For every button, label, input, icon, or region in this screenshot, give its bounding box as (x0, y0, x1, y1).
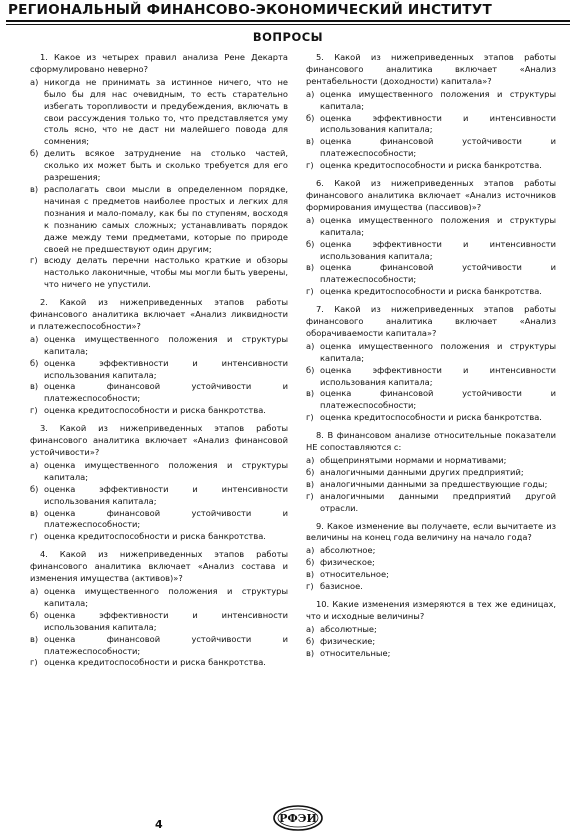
option-letter: а) (30, 333, 39, 344)
answer-options (30, 334, 288, 417)
option-text: оценка имущественного положения и структуры капитала; (44, 333, 288, 356)
question-text: 1. Какое из четырех правил анализа Рене Декарта сформулировано неверно? (30, 52, 288, 74)
option-letter: б) (306, 557, 315, 568)
option-letter: а) (306, 340, 315, 351)
question-text: 10. Какие изменения измеряются в тех же единицах, что и исходные величины? (306, 598, 556, 621)
option-text: оценка кредитоспособности и риска банкротства. (44, 405, 266, 416)
question-text: 4. Какой из нижеприведенных этапов работы финансового аналитика включает «Анализ состава и изменения имущества (активов)»? (30, 549, 288, 584)
question-text: 9. Какое изменение вы получаете, если вычитаете из величины на конец года величину на начало года? (306, 520, 556, 543)
option-text: относительное; (320, 569, 389, 580)
option-letter: г) (30, 657, 38, 668)
answer-option (306, 160, 556, 172)
answer-option (306, 624, 556, 636)
option-text: физическое; (320, 557, 375, 568)
answer-option (306, 479, 556, 491)
option-letter: г) (30, 405, 38, 416)
option-text: оценка финансовой устойчивости и платежеспособности; (320, 262, 556, 285)
answer-option (306, 636, 556, 648)
question (306, 304, 556, 424)
answer-option (306, 581, 556, 593)
option-text: аналогичными данными других предприятий; (320, 466, 524, 477)
answer-option (30, 460, 288, 484)
answer-options (306, 545, 556, 593)
answer-option (30, 77, 288, 148)
question-text: 6. Какой из нижеприведенных этапов работы финансового аналитика включает «Анализ источников формирования имущества (пассивов)»? (306, 178, 556, 212)
option-letter: б) (30, 483, 39, 494)
left-column (30, 52, 288, 675)
option-text: оценка эффективности и интенсивности использования капитала; (320, 364, 556, 387)
question-text: 3. Какой из нижеприведенных этапов работы финансового аналитика включает «Анализ финансовой устойчивости»? (30, 423, 288, 457)
answer-option (30, 634, 288, 658)
answer-option (306, 569, 556, 581)
option-letter: б) (30, 609, 39, 620)
answer-option (306, 89, 556, 113)
institute-logo (272, 804, 324, 832)
answer-option (306, 545, 556, 557)
option-text: оценка финансовой устойчивости и платежеспособности; (320, 136, 556, 159)
header-rule-thin (6, 24, 570, 25)
question-text: 7. Какой из нижеприведенных этапов работы финансового аналитика включает «Анализ оборачиваемости капитала»? (306, 304, 556, 338)
option-letter: г) (306, 286, 314, 297)
answer-option (306, 262, 556, 286)
option-text: аналогичными данными за предшествующие годы; (320, 478, 548, 489)
option-text: аналогичными данными предприятий другой отрасли. (320, 490, 556, 513)
option-text: абсолютное; (320, 545, 376, 556)
option-text: абсолютные; (320, 623, 377, 634)
question (30, 297, 288, 417)
option-letter: г) (30, 255, 38, 266)
question-text: 2. Какой из нижеприведенных этапов работы финансового аналитика включает «Анализ ликвидности и платежеспособности»? (30, 297, 288, 331)
option-letter: г) (30, 531, 38, 542)
option-text: оценка имущественного положения и структуры капитала; (44, 585, 288, 608)
option-text: оценка имущественного положения и структуры капитала; (320, 340, 556, 363)
option-letter: в) (30, 633, 39, 644)
option-letter: в) (306, 262, 315, 273)
option-text: базисное. (320, 581, 363, 592)
question (306, 430, 556, 514)
option-text: относительные; (320, 647, 391, 658)
answer-option (306, 412, 556, 424)
answer-option (306, 491, 556, 515)
answer-option (30, 334, 288, 358)
option-letter: г) (306, 160, 314, 171)
question (30, 549, 288, 669)
option-letter: б) (30, 357, 39, 368)
answer-option (306, 557, 556, 569)
option-letter: а) (306, 545, 315, 556)
answer-option (306, 215, 556, 239)
option-text: располагать свои мысли в определенном порядке, начиная с предметов наиболее простых и легких для познания и мало-помалу, как бы по ступеням, восходя к познанию самых сложных; устанавливать порядок даже между теми предметами, которые по природе своей не предшествуют один другим; (44, 183, 288, 254)
answer-option (306, 286, 556, 298)
option-letter: б) (30, 148, 39, 159)
section-title: ВОПРОСЫ (252, 30, 324, 44)
answer-option (30, 255, 288, 291)
question (306, 178, 556, 298)
option-letter: а) (306, 455, 315, 465)
option-letter: в) (306, 478, 315, 489)
answer-option (306, 239, 556, 263)
option-letter: а) (30, 459, 39, 470)
option-letter: а) (30, 585, 39, 596)
answer-option (306, 388, 556, 412)
answer-option (30, 484, 288, 508)
logo-text: РФЭИ (279, 812, 317, 825)
option-text: физические; (320, 635, 376, 646)
option-text: оценка кредитоспособности и риска банкротства. (44, 531, 266, 542)
option-text: общепринятыми нормами и нормативами; (320, 455, 507, 465)
option-letter: а) (30, 76, 39, 87)
option-letter: г) (306, 412, 314, 423)
option-text: оценка финансовой устойчивости и платежеспособности; (44, 507, 288, 530)
option-letter: а) (306, 214, 315, 225)
answer-option (306, 136, 556, 160)
option-letter: в) (306, 388, 315, 399)
answer-option (30, 508, 288, 532)
page-number: 4 (155, 818, 163, 831)
answer-options (306, 624, 556, 660)
option-letter: в) (30, 381, 39, 392)
option-text: оценка эффективности и интенсивности использования капитала; (44, 609, 288, 632)
right-column (306, 52, 556, 666)
option-text: оценка кредитоспособности и риска банкротства. (320, 286, 542, 297)
option-letter: в) (306, 569, 315, 580)
question-text: 8. В финансовом анализе относительные показатели НЕ сопоставляются с: (306, 430, 556, 453)
answer-options (306, 215, 556, 298)
option-letter: в) (306, 136, 315, 147)
answer-option (306, 455, 556, 467)
option-text: оценка эффективности и интенсивности использования капитала; (44, 357, 288, 380)
option-text: никогда не принимать за истинное ничего, что не было бы для нас очевидным, то есть старательно избегать торопливости и предубеждения, включать в свои рассуждения только то, что представляется уму столь ясно, что не даст ни малейшего повода для сомнения; (44, 76, 288, 147)
option-letter: а) (306, 88, 315, 99)
option-text: оценка кредитоспособности и риска банкротства. (320, 412, 542, 423)
question (30, 423, 288, 543)
option-letter: г) (306, 490, 314, 501)
option-letter: б) (306, 466, 315, 477)
option-text: оценка эффективности и интенсивности использования капитала; (320, 112, 556, 135)
institute-header: РЕГИОНАЛЬНЫЙ ФИНАНСОВО-ЭКОНОМИЧЕСКИЙ ИНСТИТУТ (8, 2, 492, 18)
question (30, 52, 288, 291)
option-letter: б) (306, 635, 315, 646)
answer-option (306, 113, 556, 137)
answer-option (30, 148, 288, 184)
answer-options (306, 455, 556, 515)
answer-option (30, 586, 288, 610)
answer-options (306, 89, 556, 172)
option-text: оценка финансовой устойчивости и платежеспособности; (320, 388, 556, 411)
option-letter: а) (306, 623, 315, 634)
option-letter: б) (306, 112, 315, 123)
answer-option (30, 610, 288, 634)
question (306, 52, 556, 172)
option-letter: в) (30, 507, 39, 518)
option-letter: б) (306, 238, 315, 249)
option-letter: б) (306, 364, 315, 375)
option-text: оценка кредитоспособности и риска банкротства. (44, 657, 266, 668)
answer-options (30, 460, 288, 543)
answer-options (30, 77, 288, 291)
option-text: оценка имущественного положения и структуры капитала; (320, 214, 556, 237)
question (306, 599, 556, 660)
question-text: 5. Какой из нижеприведенных этапов работы финансового аналитика включает «Анализ рентабельности (доходности) капитала»? (306, 52, 556, 86)
answer-option (30, 531, 288, 543)
option-text: оценка имущественного положения и структуры капитала; (44, 459, 288, 482)
answer-option (306, 648, 556, 660)
option-letter: в) (306, 647, 315, 658)
option-text: оценка финансовой устойчивости и платежеспособности; (44, 633, 288, 656)
option-text: оценка кредитоспособности и риска банкротства. (320, 160, 542, 171)
answer-option (306, 365, 556, 389)
answer-option (30, 657, 288, 669)
answer-options (306, 341, 556, 424)
answer-option (30, 405, 288, 417)
option-text: оценка эффективности и интенсивности использования капитала; (320, 238, 556, 261)
answer-options (30, 586, 288, 669)
answer-option (306, 467, 556, 479)
option-text: всюду делать перечни настолько краткие и обзоры настолько лаконичные, чтобы мы могли быть уверены, что ничего не упустили. (44, 255, 288, 290)
option-letter: г) (306, 581, 314, 592)
option-text: делить всякое затруднение на столько частей, сколько их может быть и сколько требуется для его разрешения; (44, 148, 288, 183)
answer-option (30, 381, 288, 405)
header-rule (6, 20, 570, 22)
answer-option (30, 184, 288, 255)
answer-option (306, 341, 556, 365)
option-text: оценка эффективности и интенсивности использования капитала; (44, 483, 288, 506)
option-text: оценка имущественного положения и структуры капитала; (320, 88, 556, 111)
option-letter: в) (30, 183, 39, 194)
option-text: оценка финансовой устойчивости и платежеспособности; (44, 381, 288, 404)
question (306, 521, 556, 593)
answer-option (30, 358, 288, 382)
